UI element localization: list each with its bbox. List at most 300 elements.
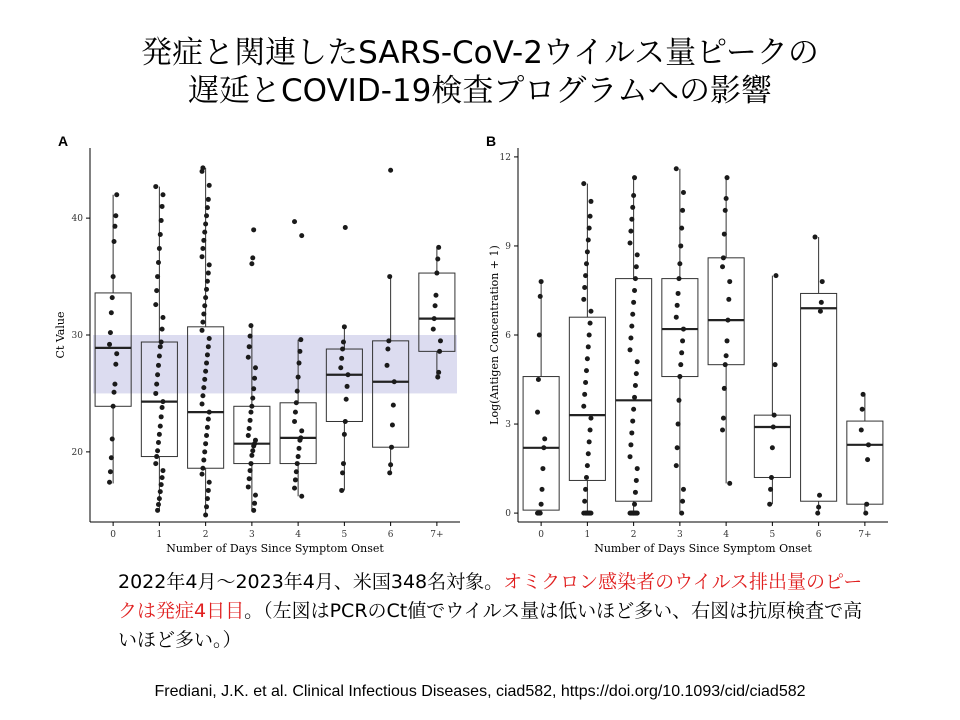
data-point — [433, 303, 438, 308]
data-point — [585, 463, 590, 468]
data-point — [207, 410, 212, 415]
data-point — [675, 445, 680, 450]
data-point — [153, 184, 158, 189]
y-tick-label: 0 — [505, 509, 511, 520]
data-point — [200, 165, 205, 170]
data-point — [294, 469, 299, 474]
data-point — [674, 315, 679, 320]
x-tick-label: 5 — [341, 530, 348, 540]
data-point — [204, 361, 209, 366]
data-point — [158, 489, 163, 494]
data-point — [206, 344, 211, 349]
data-point — [205, 425, 210, 430]
data-point — [583, 487, 588, 492]
data-point — [113, 213, 118, 218]
data-point — [585, 249, 590, 254]
data-point — [817, 493, 822, 498]
data-point — [861, 392, 866, 397]
data-point — [587, 333, 592, 338]
data-point — [246, 484, 251, 489]
data-point — [435, 257, 440, 262]
data-point — [539, 502, 544, 507]
data-point — [294, 400, 299, 405]
data-point — [538, 294, 543, 299]
data-point — [345, 384, 350, 389]
data-point — [588, 214, 593, 219]
data-point — [539, 279, 544, 284]
data-point — [588, 309, 593, 314]
y-tick-label: 30 — [71, 331, 83, 341]
x-tick-label: 7+ — [858, 530, 872, 540]
data-point — [156, 260, 161, 265]
data-point — [390, 422, 395, 427]
data-point — [630, 419, 635, 424]
x-tick-label: 7+ — [430, 530, 444, 540]
data-point — [246, 355, 251, 360]
x-tick-label: 1 — [584, 530, 591, 540]
data-point — [203, 295, 208, 300]
data-point — [247, 476, 252, 481]
data-point — [203, 512, 208, 517]
data-point — [251, 386, 256, 391]
data-point — [206, 488, 211, 493]
data-point — [633, 490, 638, 495]
data-point — [819, 300, 824, 305]
y-tick-label: 6 — [505, 331, 511, 341]
data-point — [203, 369, 208, 374]
data-point — [773, 273, 778, 278]
data-point — [721, 255, 726, 260]
data-point — [631, 511, 636, 516]
x-tick-label: 2 — [202, 530, 209, 540]
data-point — [159, 218, 164, 223]
data-point — [205, 352, 210, 357]
x-tick-label: 6 — [815, 530, 822, 540]
data-point — [676, 422, 681, 427]
x-tick-label: 4 — [723, 530, 729, 540]
data-point — [159, 414, 164, 419]
data-point — [768, 487, 773, 492]
data-point — [727, 279, 732, 284]
data-point — [581, 511, 586, 516]
slide-title-line-1: 発症と関連したSARS-CoV-2ウイルス量ピークの — [141, 35, 819, 71]
x-tick-label: 0 — [538, 530, 544, 540]
data-point — [114, 351, 119, 356]
data-point — [586, 451, 591, 456]
data-point — [770, 445, 775, 450]
data-point — [681, 487, 686, 492]
data-point — [292, 486, 297, 491]
data-point — [249, 404, 254, 409]
x-tick-label: 4 — [295, 530, 301, 540]
box-iqr — [847, 421, 883, 504]
data-point — [723, 208, 728, 213]
data-point — [631, 193, 636, 198]
box-iqr — [801, 293, 837, 501]
data-point — [631, 300, 636, 305]
data-point — [435, 375, 440, 380]
data-point — [863, 511, 868, 516]
data-point — [432, 316, 437, 321]
data-point — [292, 419, 297, 424]
data-point — [632, 502, 637, 507]
data-point — [584, 475, 589, 480]
data-point — [114, 192, 119, 197]
data-point — [200, 328, 205, 333]
data-point — [679, 226, 684, 231]
data-point — [725, 318, 730, 323]
chart-panel-b — [478, 130, 898, 560]
data-point — [588, 416, 593, 421]
data-point — [159, 482, 164, 487]
data-point — [295, 461, 300, 466]
data-point — [727, 481, 732, 486]
data-point — [207, 336, 212, 341]
data-point — [635, 466, 640, 471]
data-point — [581, 297, 586, 302]
x-axis-label: Number of Days Since Symptom Onset — [594, 542, 812, 555]
data-point — [680, 338, 685, 343]
data-point — [201, 385, 206, 390]
data-point — [342, 432, 347, 437]
data-point — [677, 374, 682, 379]
data-point — [157, 354, 162, 359]
data-point — [632, 395, 637, 400]
data-point — [587, 226, 592, 231]
data-point — [676, 276, 681, 281]
data-point — [724, 353, 729, 358]
data-point — [158, 344, 163, 349]
chart-panel-a — [50, 130, 470, 560]
data-point — [160, 192, 165, 197]
data-point — [628, 454, 633, 459]
data-point — [251, 227, 256, 232]
data-point — [202, 303, 207, 308]
data-point — [247, 344, 252, 349]
data-point — [248, 410, 253, 415]
data-point — [207, 183, 212, 188]
data-point — [111, 274, 116, 279]
data-point — [773, 362, 778, 367]
data-point — [538, 511, 543, 516]
data-point — [339, 356, 344, 361]
y-tick-label: 20 — [71, 447, 83, 458]
data-point — [295, 389, 300, 394]
data-point — [253, 438, 258, 443]
data-point — [629, 324, 634, 329]
data-point — [298, 337, 303, 342]
data-point — [340, 347, 345, 352]
data-point — [630, 312, 635, 317]
data-point — [587, 439, 592, 444]
data-point — [536, 377, 541, 382]
data-point — [630, 205, 635, 210]
data-point — [680, 208, 685, 213]
data-point — [156, 502, 161, 507]
data-point — [298, 435, 303, 440]
data-point — [434, 271, 439, 276]
data-point — [433, 293, 438, 298]
x-tick-label: 0 — [110, 530, 116, 540]
data-point — [582, 285, 587, 290]
data-point — [722, 386, 727, 391]
data-point — [585, 356, 590, 361]
data-point — [112, 224, 117, 229]
data-point — [206, 271, 211, 276]
data-point — [582, 499, 587, 504]
chart-svg-b — [478, 130, 898, 560]
data-point — [157, 246, 162, 251]
data-point — [341, 461, 346, 466]
data-point — [153, 461, 158, 466]
data-point — [293, 410, 298, 415]
data-point — [588, 321, 593, 326]
data-point — [204, 287, 209, 292]
data-point — [681, 190, 686, 195]
description-part-1: 2022年4月～2023年4月、米国348名対象。 — [118, 571, 504, 593]
data-point — [202, 449, 207, 454]
data-point — [389, 445, 394, 450]
data-point — [200, 466, 205, 471]
data-point — [436, 370, 441, 375]
data-point — [112, 382, 117, 387]
data-point — [680, 499, 685, 504]
data-point — [679, 511, 684, 516]
data-point — [296, 454, 301, 459]
data-point — [160, 475, 165, 480]
data-point — [343, 225, 348, 230]
data-point — [110, 437, 115, 442]
data-point — [299, 428, 304, 433]
data-point — [678, 362, 683, 367]
data-point — [676, 398, 681, 403]
data-point — [154, 454, 159, 459]
data-point — [109, 455, 114, 460]
data-point — [633, 383, 638, 388]
data-point — [540, 466, 545, 471]
data-point — [111, 404, 116, 409]
data-point — [252, 376, 257, 381]
data-point — [345, 372, 350, 377]
data-point — [635, 252, 640, 257]
y-tick-label: 3 — [505, 420, 511, 431]
data-point — [864, 502, 869, 507]
x-tick-label: 3 — [249, 530, 255, 540]
y-tick-label: 9 — [505, 241, 511, 252]
data-point — [253, 493, 258, 498]
x-tick-label: 2 — [630, 530, 637, 540]
data-point — [297, 446, 302, 451]
data-point — [628, 335, 633, 340]
data-point — [157, 432, 162, 437]
y-tick-label: 40 — [71, 214, 83, 225]
data-point — [156, 440, 161, 445]
data-point — [628, 347, 633, 352]
data-point — [154, 382, 159, 387]
data-point — [200, 320, 205, 325]
data-point — [108, 330, 113, 335]
data-point — [387, 470, 392, 475]
data-point — [721, 416, 726, 421]
data-point — [674, 166, 679, 171]
data-point — [203, 221, 208, 226]
data-point — [203, 441, 208, 446]
data-point — [635, 359, 640, 364]
data-point — [634, 371, 639, 376]
data-point — [581, 181, 586, 186]
data-point — [588, 511, 593, 516]
data-point — [628, 229, 633, 234]
data-point — [205, 205, 210, 210]
data-point — [388, 462, 393, 467]
data-point — [155, 448, 160, 453]
data-point — [159, 340, 164, 345]
data-point — [586, 238, 591, 243]
data-point — [252, 501, 257, 506]
data-point — [160, 315, 165, 320]
data-point — [815, 511, 820, 516]
data-point — [631, 407, 636, 412]
x-tick-label: 5 — [769, 530, 776, 540]
data-point — [584, 261, 589, 266]
data-point — [249, 261, 254, 266]
data-point — [820, 279, 825, 284]
data-point — [720, 427, 725, 432]
data-point — [676, 291, 681, 296]
data-point — [297, 349, 302, 354]
x-tick-label: 1 — [156, 530, 163, 540]
data-point — [392, 379, 397, 384]
data-point — [583, 380, 588, 385]
data-point — [541, 445, 546, 450]
data-point — [588, 199, 593, 204]
data-point — [160, 405, 165, 410]
data-point — [865, 457, 870, 462]
data-point — [160, 327, 165, 332]
data-point — [343, 419, 348, 424]
data-point — [385, 363, 390, 368]
citation: Frediani, J.K. et al. Clinical Infectious Diseases, ciad582, https://doi.org/10.1093/cid/ciad582 — [154, 683, 806, 700]
data-point — [206, 197, 211, 202]
data-point — [344, 397, 349, 402]
data-point — [816, 505, 821, 510]
data-point — [158, 424, 163, 429]
data-point — [297, 361, 302, 366]
x-axis-label: Number of Days Since Symptom Onset — [166, 542, 384, 555]
y-axis-label: Log(Antigen Concentration + 1) — [488, 245, 501, 425]
data-point — [296, 375, 301, 380]
data-point — [206, 417, 211, 422]
data-point — [677, 261, 682, 266]
data-point — [246, 433, 251, 438]
panel-letter: A — [58, 133, 69, 149]
data-point — [679, 350, 684, 355]
data-point — [204, 213, 209, 218]
data-point — [293, 477, 298, 482]
data-point — [723, 362, 728, 367]
data-point — [860, 407, 865, 412]
data-point — [339, 488, 344, 493]
data-point — [153, 391, 158, 396]
panel-letter: B — [486, 133, 497, 149]
data-point — [200, 401, 205, 406]
data-point — [201, 458, 206, 463]
data-point — [201, 311, 206, 316]
data-point — [201, 238, 206, 243]
data-point — [437, 349, 442, 354]
reference-band — [93, 335, 457, 393]
data-point — [340, 470, 345, 475]
data-point — [632, 175, 637, 180]
data-point — [866, 442, 871, 447]
data-point — [385, 347, 390, 352]
data-point — [769, 475, 774, 480]
data-point — [156, 363, 161, 368]
data-point — [628, 442, 633, 447]
data-point — [634, 264, 639, 269]
data-point — [767, 502, 772, 507]
data-point — [582, 392, 587, 397]
data-point — [107, 342, 112, 347]
slide-title-line-2: 遅延とCOVID-19検査プログラムへの影響 — [187, 73, 773, 109]
data-point — [207, 262, 212, 267]
data-point — [299, 494, 304, 499]
data-point — [108, 469, 113, 474]
data-point — [112, 239, 117, 244]
data-point — [160, 468, 165, 473]
data-point — [154, 288, 159, 293]
data-point — [207, 480, 212, 485]
chart-svg-a — [50, 130, 470, 560]
data-point — [200, 254, 205, 259]
data-point — [628, 240, 633, 245]
data-point — [387, 274, 392, 279]
data-point — [205, 496, 210, 501]
data-point — [250, 396, 255, 401]
description-highlight: オミクロン感染者のウイルス排出量のピークは発症4日目 — [118, 571, 863, 622]
data-point — [202, 377, 207, 382]
data-point — [250, 448, 255, 453]
box-iqr — [708, 258, 744, 365]
data-point — [436, 245, 441, 250]
data-point — [583, 273, 588, 278]
data-point — [724, 196, 729, 201]
description-part-3: 。（左図はPCRのCt値でウイルス量は低いほど多い、右図は抗原検査で高いほど多い。） — [118, 600, 863, 651]
data-point — [725, 175, 730, 180]
data-point — [248, 461, 253, 466]
data-point — [632, 288, 637, 293]
data-point — [253, 365, 258, 370]
data-point — [629, 217, 634, 222]
data-point — [722, 232, 727, 237]
data-point — [112, 390, 117, 395]
data-point — [535, 410, 540, 415]
data-point — [248, 323, 253, 328]
description-text — [118, 568, 878, 655]
data-point — [675, 303, 680, 308]
data-point — [107, 480, 112, 485]
y-axis-label: Ct Value — [54, 311, 67, 359]
data-point — [160, 204, 165, 209]
x-tick-label: 3 — [677, 530, 683, 540]
data-point — [157, 496, 162, 501]
data-point — [681, 327, 686, 332]
data-point — [248, 418, 253, 423]
data-point — [202, 230, 207, 235]
data-point — [200, 246, 205, 251]
data-point — [586, 344, 591, 349]
data-point — [581, 404, 586, 409]
